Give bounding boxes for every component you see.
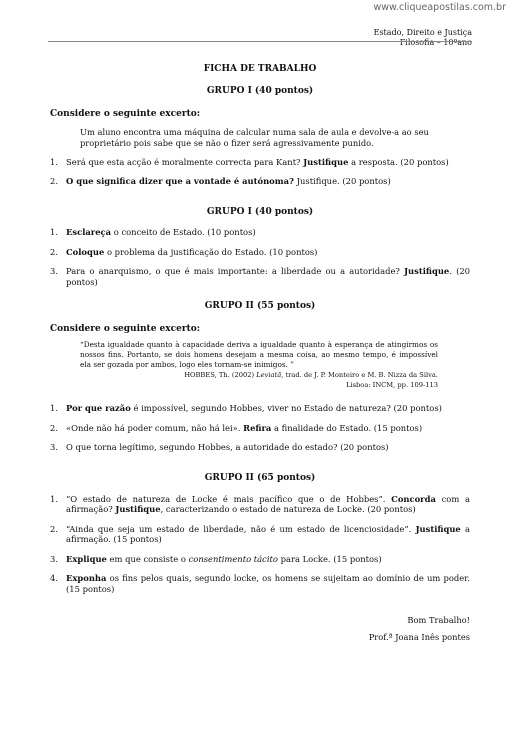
watermark-url: www.cliqueapostilas.com.br [373, 2, 506, 13]
group-2-questions [50, 227, 470, 287]
document-header [374, 28, 472, 48]
group-4-title: GRUPO II (65 pontos) [204, 472, 316, 483]
question-text: O que torna legítimo, segundo Hobbes, a autoridade do estado? (20 pontos) [66, 442, 389, 452]
question-item [50, 423, 470, 434]
question-item [50, 403, 470, 414]
question-item [50, 247, 470, 258]
group-1-excerpt: Um aluno encontra uma máquina de calcular numa sala de aula e devolve-a ao seu proprietário pois sabe que se não o fizer será agressivamente punido. [80, 127, 429, 148]
question-text: Explique em que consiste o consentimento tácito para Locke. (15 pontos) [66, 553, 382, 564]
question-item [50, 176, 470, 187]
question-text: Esclareça o conceito de Estado. (10 pontos) [66, 227, 256, 237]
question-text: Será que esta acção é moralmente correcta para Kant? Justifique a resposta. (20 pontos) [66, 157, 449, 167]
question-number: 3. [50, 553, 58, 564]
worksheet-title: FICHA DE TRABALHO [203, 64, 317, 74]
header-subject-grade: Filosofia – 10ºano [399, 38, 472, 47]
teacher-signature: Prof.ª Joana Inês pontes [368, 632, 470, 642]
question-text: Coloque o problema da justificação do Estado. (10 pontos) [66, 246, 318, 257]
question-item [50, 524, 470, 545]
question-item [50, 554, 470, 565]
question-text: “O estado de natureza de Locke é mais pacífico que o de Hobbes”. Concorda com a afirmação? Justifique, caracterizando o estado de natureza de Locke. (20 pontos) [66, 493, 470, 514]
group-1-title: GRUPO I (40 pontos) [206, 86, 314, 96]
question-text: Para o anarquismo, o que é mais importante: a liberdade ou a autoridade? Justifique. (20 pontos) [66, 266, 471, 287]
question-number: 3. [50, 266, 58, 276]
question-text: «Onde não há poder comum, não há lei». Refira a finalidade do Estado. (15 pontos) [66, 422, 423, 433]
group-3-instruction: Considere o seguinte excerto: [50, 324, 201, 334]
question-text: “Ainda que seja um estado de liberdade, não é um estado de licenciosidade”. Justifique a afirmação. (15 pontos) [66, 523, 470, 544]
group-1-instruction: Considere o seguinte excerto: [50, 109, 201, 119]
hobbes-quote: “Desta igualdade quanto à capacidade deriva a igualdade quanto à esperança de atingirmos os nossos fins. Portanto, se dois homens desejam a mesma coisa, ao mesmo tempo, é impossível ela ser gozada por ambos, logo eles tornam-se inimigos. ” [80, 340, 438, 369]
question-item [50, 227, 470, 238]
header-divider [48, 41, 472, 42]
question-number: 3. [50, 442, 58, 452]
question-item [50, 442, 470, 453]
question-item [50, 266, 470, 287]
question-text: Exponha os fins pelos quais, segundo locke, os homens se sujeitam ao domínio de um poder. (15 pontos) [66, 573, 470, 594]
question-number: 1. [50, 403, 58, 413]
question-number: 1. [50, 157, 58, 167]
question-item [50, 573, 470, 594]
group-3-title: GRUPO II (55 pontos) [204, 301, 316, 311]
question-item [50, 494, 470, 515]
header-topic: Estado, Direito e Justiça [373, 28, 472, 37]
question-number: 2. [50, 523, 58, 534]
group-1-questions [50, 157, 470, 186]
quote-citation [50, 370, 438, 390]
question-text: Por que razão é impossível, segundo Hobbes, viver no Estado de natureza? (20 pontos) [66, 403, 442, 413]
question-number: 1. [50, 493, 58, 504]
question-item [50, 157, 470, 168]
group-3-questions [50, 403, 470, 453]
group-4-questions [50, 494, 470, 595]
citation-line-1: HOBBES, Th. (2002) Leviatã, trad. de J. P. Monteiro e M. B. Nizza da Silva. [184, 371, 438, 379]
question-number: 1. [50, 227, 58, 237]
citation-line-2: Lisboa: INCM, pp. 109-113 [346, 381, 438, 389]
question-text: O que significa dizer que a vontade é autónoma? Justifique. (20 pontos) [66, 175, 391, 186]
question-number: 2. [50, 175, 58, 186]
question-number: 2. [50, 422, 58, 433]
question-number: 2. [50, 246, 58, 257]
group-2-title: GRUPO I (40 pontos) [206, 207, 314, 217]
worksheet-body [50, 64, 470, 643]
question-number: 4. [50, 573, 58, 583]
closing-message: Bom Trabalho! [407, 615, 470, 625]
